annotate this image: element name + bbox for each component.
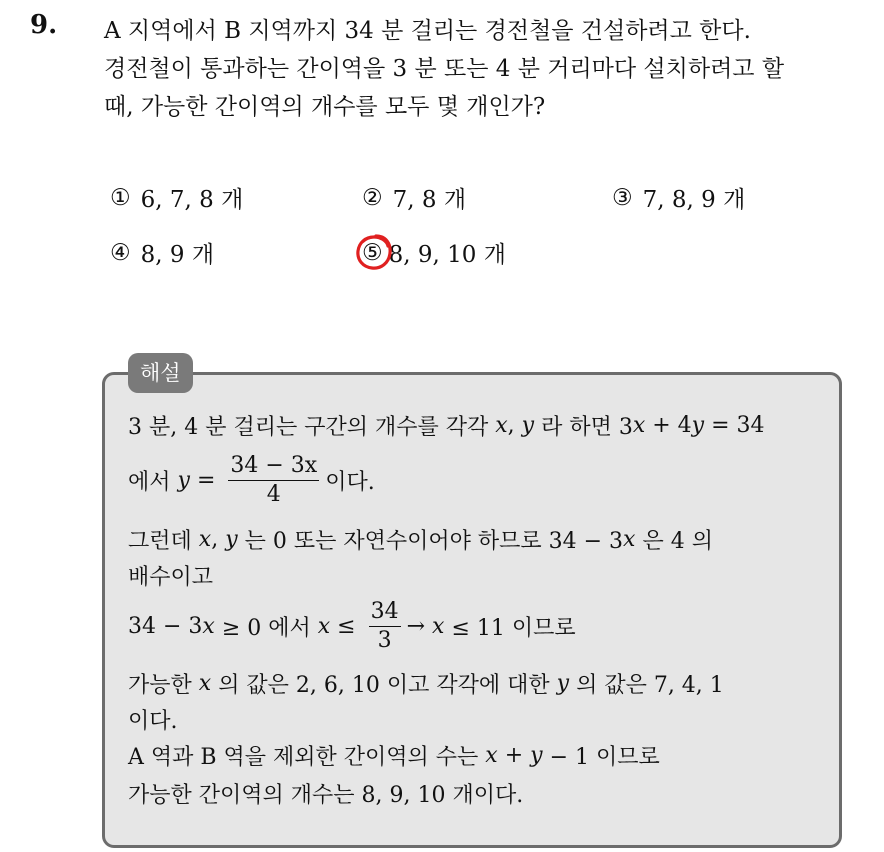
choice-text: 8, 9, 10 개 — [388, 242, 506, 268]
solution-line-1 — [128, 410, 765, 441]
red-circle-icon — [354, 232, 394, 272]
var-y: y — [177, 468, 190, 493]
question-line: 때, 가능한 간이역의 개수를 모두 몇 개인가? — [104, 94, 546, 120]
text: 34 − 3 — [128, 614, 203, 639]
choice-2[interactable] — [362, 181, 466, 214]
var-x: x — [317, 614, 331, 639]
fraction-numerator: 34 — [369, 598, 401, 627]
text: 의 값은 7, 4, 1 — [576, 673, 724, 698]
solution-line-3 — [128, 524, 713, 555]
solution-line-2 — [128, 452, 375, 509]
question-text — [104, 12, 864, 126]
solution-tab: 해설 — [128, 353, 193, 393]
choice-mark: ③ — [612, 184, 633, 211]
choice-text: 7, 8, 9 개 — [642, 187, 746, 213]
text: 이다. — [128, 709, 178, 734]
choice-5[interactable] — [362, 236, 506, 269]
choice-3[interactable] — [612, 181, 745, 214]
choice-mark: ⑤ — [362, 239, 383, 266]
choice-4[interactable] — [110, 236, 214, 269]
var-y: y — [530, 743, 543, 768]
var-x: x — [432, 614, 445, 639]
choice-text: 7, 8 개 — [392, 187, 467, 213]
text: 가능한 간이역의 개수는 8, 9, 10 개이다. — [128, 783, 524, 808]
var-x: x — [632, 413, 646, 438]
choice-text: 6, 7, 8 개 — [140, 187, 244, 213]
fraction-denominator: 3 — [377, 628, 392, 653]
var-x: x — [198, 527, 212, 552]
choice-mark: ② — [362, 184, 383, 211]
text: 는 0 또는 자연수이어야 하므로 34 − 3 — [244, 529, 624, 554]
var-x: x — [202, 614, 215, 639]
text: 가능한 — [128, 673, 192, 698]
var-x: x — [198, 671, 212, 696]
question-line: A 지역에서 B 지역까지 34 분 걸리는 경전철을 건설하려고 한다. — [104, 18, 751, 44]
solution-line-9 — [128, 778, 523, 809]
var-y: y — [691, 413, 705, 438]
arrow-icon: → — [406, 614, 426, 639]
var-y: y — [556, 671, 570, 696]
choice-1[interactable] — [110, 181, 243, 214]
text: + 4 — [645, 413, 692, 438]
text: − 1 이므로 — [542, 745, 660, 770]
var-x: x — [623, 527, 636, 552]
text: 이다. — [325, 470, 375, 495]
text: = 34 — [704, 413, 765, 438]
text: A 역과 B 역을 제외한 간이역의 수는 — [128, 745, 479, 770]
choice-mark: ① — [110, 184, 131, 211]
var-x: x — [495, 413, 508, 438]
fraction-denominator: 4 — [266, 482, 281, 507]
question-number: 9. — [30, 10, 58, 40]
comma: , — [211, 527, 219, 552]
text: 그런데 — [128, 529, 192, 554]
solution-line-5 — [128, 598, 576, 655]
text: 은 4 의 — [642, 529, 713, 554]
question-line: 경전철이 통과하는 간이역을 3 분 또는 4 분 거리마다 설치하려고 할 — [104, 56, 785, 82]
solution-line-7 — [128, 704, 178, 735]
text: 배수이고 — [128, 565, 214, 590]
text: = — [189, 468, 223, 493]
solution-line-8 — [128, 740, 660, 771]
fraction-numerator: 34 − 3x — [228, 452, 319, 481]
solution-line-4 — [128, 560, 213, 591]
text: ≥ 0 에서 — [214, 616, 311, 641]
var-y: y — [225, 527, 238, 552]
text: 라 하면 3 — [541, 415, 633, 440]
selected-choice-mark — [362, 240, 383, 266]
text: + — [497, 743, 531, 768]
choice-mark: ④ — [110, 239, 131, 266]
text: 에서 — [128, 470, 171, 495]
text: 3 분, 4 분 걸리는 구간의 개수를 각각 — [128, 415, 489, 440]
choice-text: 8, 9 개 — [140, 242, 215, 268]
var-x: x — [485, 743, 498, 768]
fraction — [228, 452, 319, 509]
comma: , — [507, 413, 515, 438]
text: ≤ — [330, 614, 363, 639]
fraction — [369, 598, 401, 655]
var-y: y — [521, 413, 535, 438]
solution-line-6 — [128, 668, 724, 699]
text: 의 값은 2, 6, 10 이고 각각에 대한 — [218, 673, 550, 698]
text: ≤ 11 이므로 — [444, 616, 576, 641]
